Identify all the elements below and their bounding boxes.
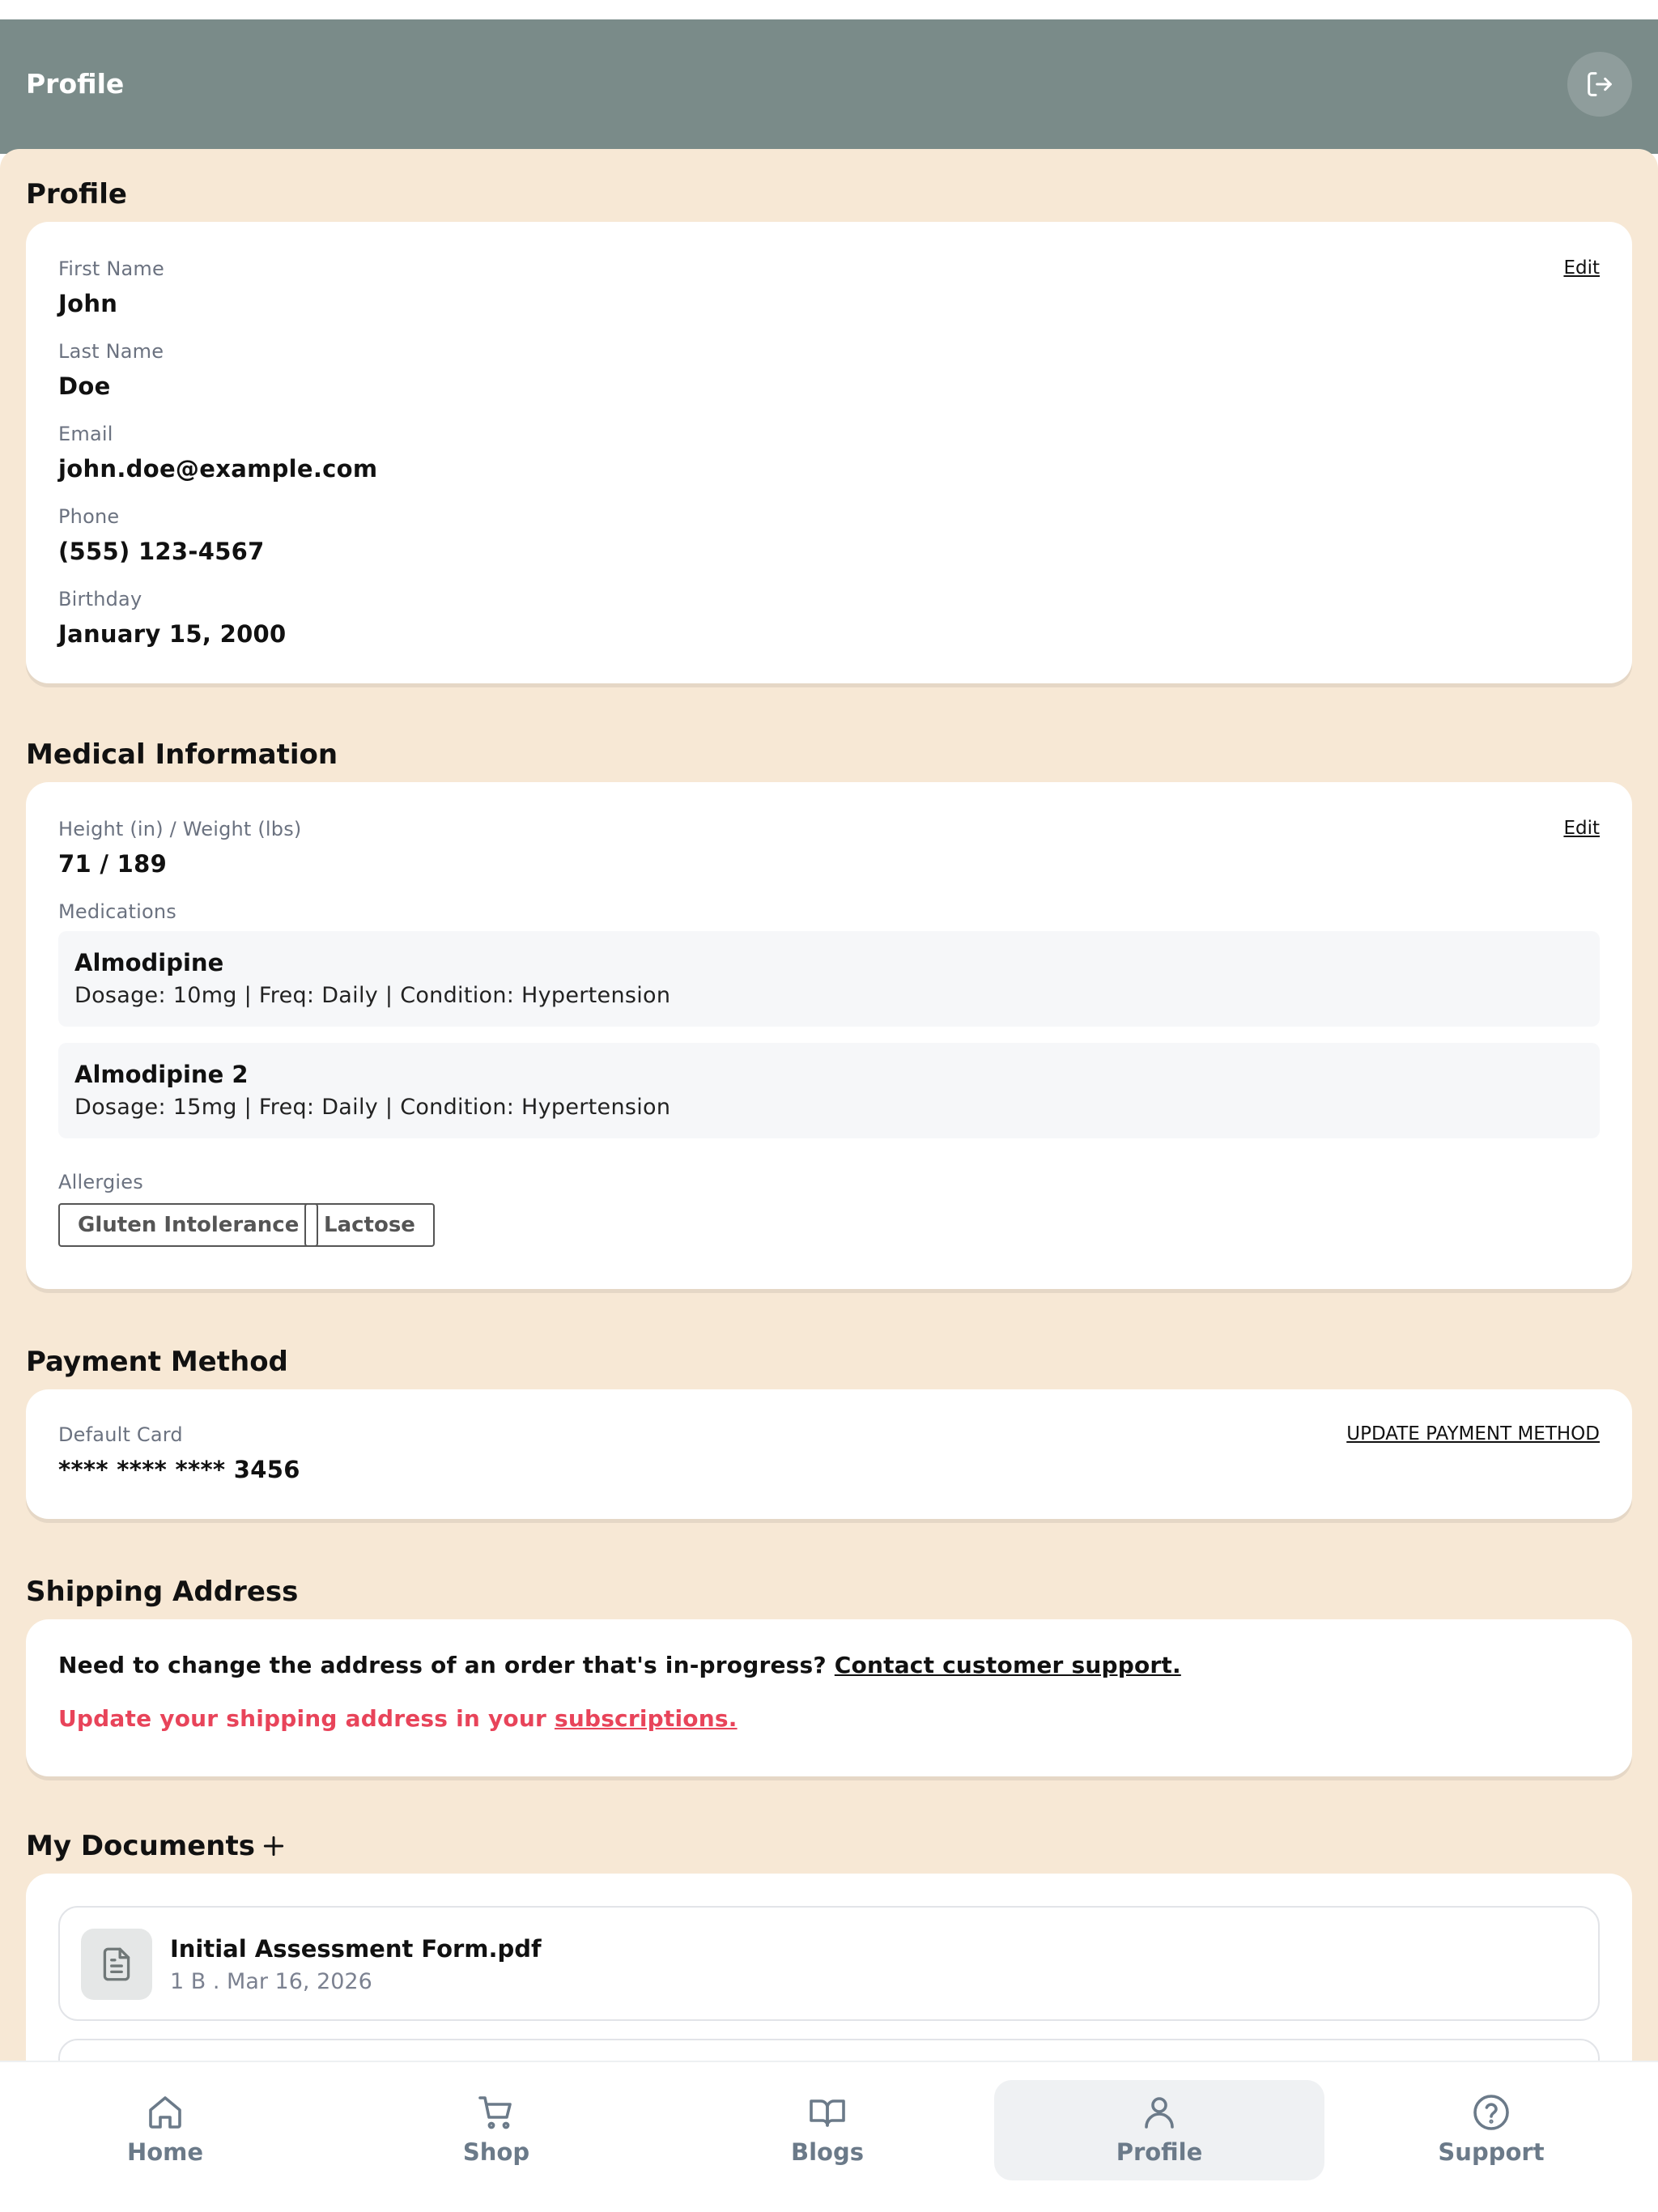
medication-name: Almodipine bbox=[74, 949, 224, 976]
documents-card bbox=[26, 1874, 1632, 2092]
nav-profile[interactable] bbox=[994, 2080, 1324, 2180]
section-title-medical: Medical Information bbox=[26, 738, 338, 771]
contact-support-link[interactable]: Contact customer support. bbox=[834, 1652, 1181, 1678]
nav-blogs[interactable] bbox=[662, 2080, 993, 2180]
nav-support[interactable] bbox=[1326, 2080, 1656, 2180]
shipping-update-text bbox=[58, 1705, 738, 1732]
home-icon bbox=[146, 2093, 185, 2132]
shipping-update-message: Update your shipping address in your bbox=[58, 1705, 555, 1732]
medication-item bbox=[58, 1043, 1600, 1138]
logout-icon bbox=[1584, 68, 1616, 100]
last-name-value: Doe bbox=[58, 372, 111, 400]
height-weight-label: Height (in) / Weight (lbs) bbox=[58, 818, 302, 840]
height-weight-value: 71 / 189 bbox=[58, 850, 168, 878]
edit-medical-button[interactable]: Edit bbox=[1563, 818, 1600, 839]
nav-blogs-label: Blogs bbox=[791, 2138, 864, 2166]
medical-card bbox=[26, 782, 1632, 1289]
edit-profile-button[interactable]: Edit bbox=[1563, 257, 1600, 279]
section-title-shipping: Shipping Address bbox=[26, 1576, 299, 1608]
subscriptions-link[interactable]: subscriptions. bbox=[554, 1705, 738, 1732]
nav-home[interactable] bbox=[0, 2080, 330, 2180]
section-title-profile: Profile bbox=[26, 178, 127, 211]
medication-name: Almodipine 2 bbox=[74, 1061, 249, 1088]
book-icon bbox=[808, 2093, 847, 2132]
nav-shop[interactable] bbox=[331, 2080, 661, 2180]
shipping-card bbox=[26, 1619, 1632, 1776]
email-label: Email bbox=[58, 423, 113, 445]
nav-home-label: Home bbox=[126, 2138, 204, 2166]
profile-card bbox=[26, 222, 1632, 683]
file-icon bbox=[81, 1929, 152, 2000]
logout-button[interactable] bbox=[1567, 52, 1632, 117]
section-title-documents: My Documents bbox=[26, 1830, 255, 1862]
birthday-value: January 15, 2000 bbox=[58, 620, 287, 648]
first-name-value: John bbox=[58, 290, 118, 317]
allergies-label: Allergies bbox=[58, 1171, 143, 1193]
bottom-navigation bbox=[0, 2061, 1658, 2212]
document-name: Initial Assessment Form.pdf bbox=[170, 1935, 542, 1963]
phone-value: (555) 123-4567 bbox=[58, 538, 265, 565]
shipping-help-message: Need to change the address of an order that's in-progress? bbox=[58, 1652, 835, 1678]
allergy-chip: Gluten Intolerance bbox=[58, 1203, 318, 1247]
section-title-payment: Payment Method bbox=[26, 1346, 288, 1378]
shipping-help-text bbox=[58, 1652, 1181, 1678]
default-card-label: Default Card bbox=[58, 1423, 183, 1446]
email-value: john.doe@example.com bbox=[58, 455, 378, 483]
nav-shop-label: Shop bbox=[462, 2138, 530, 2166]
document-item[interactable] bbox=[58, 1906, 1600, 2021]
user-icon bbox=[1140, 2093, 1179, 2132]
cart-icon bbox=[477, 2093, 516, 2132]
birthday-label: Birthday bbox=[58, 588, 142, 610]
phone-label: Phone bbox=[58, 505, 120, 528]
nav-support-label: Support bbox=[1438, 2138, 1545, 2166]
medication-detail: Dosage: 15mg | Freq: Daily | Condition: Hypertension bbox=[74, 1095, 671, 1120]
update-payment-button[interactable]: UPDATE PAYMENT METHOD bbox=[1346, 1423, 1600, 1444]
medication-detail: Dosage: 10mg | Freq: Daily | Condition: Hypertension bbox=[74, 983, 671, 1008]
plus-icon bbox=[261, 1833, 287, 1859]
top-header bbox=[0, 19, 1658, 154]
profile-content[interactable] bbox=[0, 149, 1658, 2092]
allergy-chip: Lactose bbox=[304, 1203, 435, 1247]
card-number-value: **** **** **** 3456 bbox=[58, 1456, 300, 1483]
medication-item bbox=[58, 931, 1600, 1027]
document-meta: 1 B . Mar 16, 2026 bbox=[170, 1969, 372, 1994]
nav-profile-label: Profile bbox=[1116, 2138, 1203, 2166]
medications-label: Medications bbox=[58, 900, 176, 923]
payment-card bbox=[26, 1389, 1632, 1519]
last-name-label: Last Name bbox=[58, 340, 164, 363]
add-document-button[interactable] bbox=[257, 1830, 290, 1862]
page-title: Profile bbox=[26, 68, 125, 100]
help-icon bbox=[1472, 2093, 1511, 2132]
first-name-label: First Name bbox=[58, 257, 164, 280]
